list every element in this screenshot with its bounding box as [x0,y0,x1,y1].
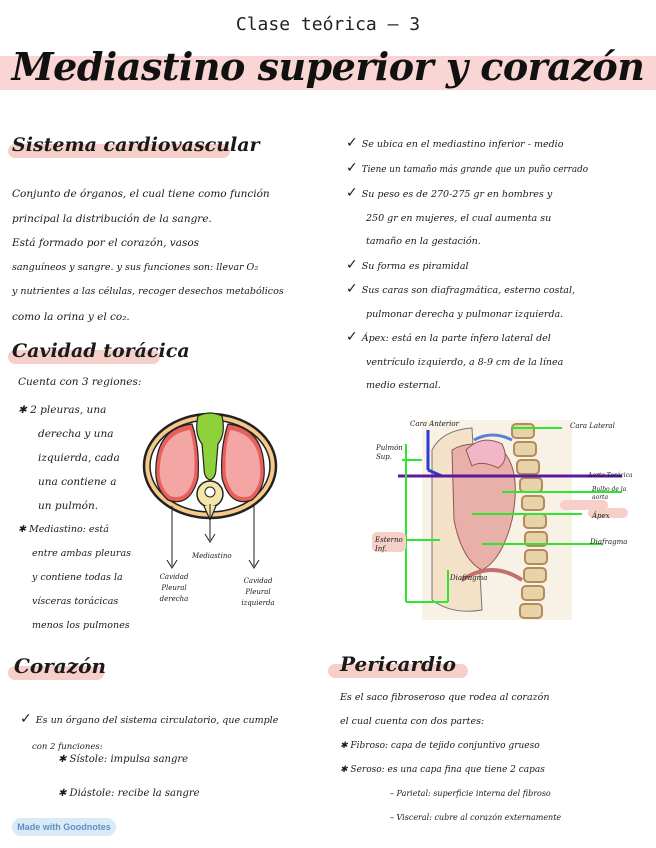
figure-arrows [150,500,280,580]
cavidad-intro: Cuenta con 3 regiones: [18,376,142,388]
label-cara-anterior: Cara Anterior [410,420,459,428]
class-label: Clase teórica – 3 [235,14,421,35]
cavidad-bullet-mediastino [18,518,148,638]
label-pulmon-sup [376,444,403,462]
list-item: ✓ Su peso es de 270-275 gr en hombres y [346,185,553,201]
check-icon: ✓ [346,281,358,297]
page-title: Mediastino superior y corazón [11,44,645,89]
heading-corazon: Corazón [14,654,106,678]
text-line: Pulmón [376,444,403,452]
check-icon: ✓ [20,711,32,727]
text-line: – Visceral: cubre al corazón externamente [390,813,562,822]
text-line: Pleural [245,588,271,596]
text-line: derecha y una [38,428,114,440]
label-diafragma-bottom: Diafragma [450,574,488,582]
text-line: ✓ Es un órgano del sistema circulatorio, que cumple [20,711,279,727]
text-line: como la orina y el co₂. [12,310,130,323]
label-cara-lateral: Cara Lateral [570,422,615,430]
text-line: izquierda, cada [38,452,120,464]
text-line: derecha [159,595,189,603]
text-line: Conjunto de órganos, el cual tiene como función [12,188,270,200]
label-apex: Ápex [592,512,610,520]
heart-lateral-anatomy-figure [362,410,650,636]
check-icon: ✓ [346,135,358,151]
text-line: principal la distribución de la sangre. [12,212,212,225]
label-cavidad-izquierda [236,576,280,609]
text-line: y nutrientes a las células, recoger desechos metabólicos [12,286,284,297]
text-line: Inf. [375,545,387,553]
text-line: Está formado por el corazón, vasos [12,237,200,249]
check-icon: ✓ [346,329,358,345]
text-line: pulmonar derecha y pulmonar izquierda. [366,308,564,320]
heading-sistema-cardiovascular: Sistema cardiovascular [12,134,260,156]
text-line: un pulmón. [38,500,99,512]
label-esterno-inf [375,536,403,554]
function-systole: ✱ Sístole: impulsa sangre [58,754,189,765]
text-line: Pleural [161,584,187,592]
label-diafragma-right: Diafragma [590,538,628,546]
text-line: ventrículo izquierdo, a 8-9 cm de la línea [366,356,564,368]
text-line: Bulbo de la [592,486,627,493]
text-line: ✱ Seroso: es una capa fina que tiene 2 capas [340,765,545,775]
text-line: vísceras torácicas [32,596,119,607]
pericardio-paragraph [340,686,646,830]
cavidad-bullet-pleuras [18,398,138,518]
check-icon: ✓ [346,256,358,273]
text-line: con 2 funciones: [32,742,103,752]
text-line: Es el saco fibroseroso que rodea al corazón [340,692,550,703]
text-line: ✱ 2 pleuras, una [18,404,107,416]
text-line: ✱ Mediastino: está [18,524,109,535]
text-line: y contiene todas la [32,572,123,583]
list-item: ✓ Tiene un tamaño más grande que un puño cerrado [346,159,589,176]
text-line: – Parietal: superficie interna del fibroso [390,789,551,798]
text-line: tamaño en la gestación. [366,236,481,247]
list-item: ✓ Sus caras son diafragmática, esterno costal, [346,281,576,297]
text-line: Esterno [375,536,403,544]
text-line: menos los pulmones [32,620,130,631]
text-line: Sup. [376,453,393,461]
check-icon: ✓ [346,159,358,176]
text-line: ✱ Fibroso: capa de tejido conjuntivo grueso [340,741,540,751]
text-line: Cavidad [159,573,189,581]
label-aorta-toracica: Aorta Torácica [588,472,633,479]
text-line: sanguíneos y sangre. y sus funciones son: llevar O₂ [12,261,259,273]
text-line: entre ambas pleuras [32,548,131,559]
text-line: medio esternal. [366,380,441,391]
corazon-paragraph [20,706,320,760]
sistema-paragraph [12,182,332,329]
text-line: Cavidad [243,577,273,585]
list-item: ✓ Ápex: está en la parte ínfero lateral del [346,329,551,345]
text-line: el cual cuenta con dos partes: [340,716,485,727]
label-cavidad-derecha [154,572,194,605]
heading-pericardio: Pericardio [340,652,456,676]
function-diastole: ✱ Diástole: recibe la sangre [58,788,200,799]
label-mediastino: Mediastino [192,552,232,560]
goodnotes-badge: Made with Goodnotes [12,818,116,836]
text-line: una contiene a [38,476,117,488]
heading-cavidad-toracica: Cavidad torácica [12,340,190,362]
text-line: 250 gr en mujeres, el cual aumenta su [366,212,552,224]
text-line: izquierda [241,599,275,607]
label-bulbo-aorta [592,486,626,502]
heart-facts-list [346,132,646,398]
text-line: aorta [592,494,609,501]
list-item: ✓ Su forma es piramidal [346,256,469,273]
list-item: ✓ Se ubica en el mediastino inferior - medio [346,135,564,151]
check-icon: ✓ [346,185,358,201]
